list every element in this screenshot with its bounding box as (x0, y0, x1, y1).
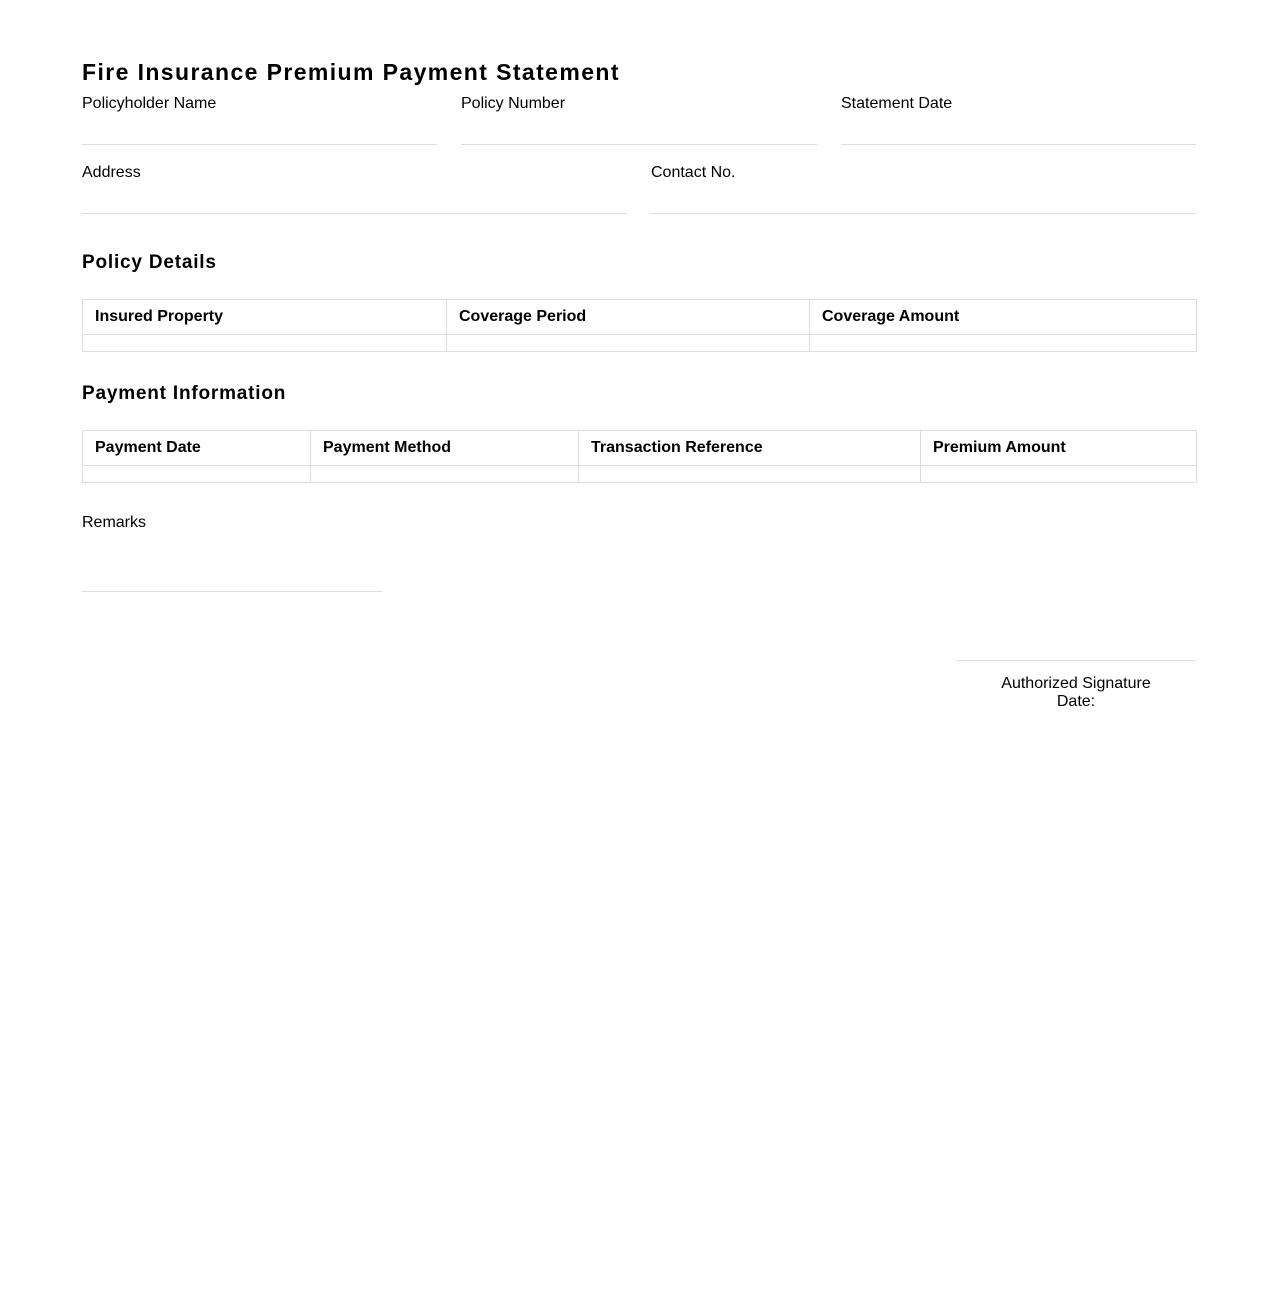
column-header-payment-date: Payment Date (83, 431, 311, 466)
table-row (83, 466, 1197, 483)
payment-information-table (82, 430, 1197, 483)
transaction-reference-cell[interactable] (579, 466, 921, 483)
statement-date-label: Statement Date (841, 95, 953, 112)
policy-number-line (461, 144, 817, 145)
policyholder-name-label: Policyholder Name (82, 95, 217, 112)
policy-details-table (82, 299, 1197, 352)
address-field[interactable] (82, 164, 627, 214)
policy-details-header-row (83, 300, 1197, 335)
premium-amount-cell[interactable] (921, 466, 1197, 483)
contact-no-field[interactable] (651, 164, 1196, 214)
policyholder-name-line (82, 144, 437, 145)
policy-number-label: Policy Number (461, 95, 566, 112)
column-header-transaction-reference: Transaction Reference (579, 431, 921, 466)
remarks-label: Remarks (82, 514, 147, 531)
contact-no-line (651, 213, 1196, 214)
policyholder-name-field[interactable] (82, 95, 437, 145)
statement-date-field[interactable] (841, 95, 1196, 145)
address-label: Address (82, 164, 141, 181)
column-header-coverage-period: Coverage Period (447, 300, 810, 335)
signature-block (956, 660, 1196, 711)
statement-date-line (841, 144, 1196, 145)
insured-property-cell[interactable] (83, 335, 447, 352)
table-row (83, 335, 1197, 352)
address-line (82, 213, 627, 214)
document-title: Fire Insurance Premium Payment Statement (82, 59, 620, 85)
coverage-amount-cell[interactable] (810, 335, 1197, 352)
column-header-payment-method: Payment Method (311, 431, 579, 466)
remarks-field[interactable] (82, 514, 382, 592)
contact-no-label: Contact No. (651, 164, 736, 181)
payment-date-cell[interactable] (83, 466, 311, 483)
payment-method-cell[interactable] (311, 466, 579, 483)
policy-number-field[interactable] (461, 95, 817, 145)
coverage-period-cell[interactable] (447, 335, 810, 352)
payment-information-header-row (83, 431, 1197, 466)
remarks-line (82, 591, 382, 592)
column-header-premium-amount: Premium Amount (921, 431, 1197, 466)
policy-details-heading: Policy Details (82, 252, 217, 273)
column-header-coverage-amount: Coverage Amount (810, 300, 1197, 335)
payment-information-heading: Payment Information (82, 383, 287, 404)
column-header-insured-property: Insured Property (83, 300, 447, 335)
authorized-signature-label: Authorized Signature (1001, 675, 1151, 692)
signature-date-label: Date: (1056, 693, 1096, 710)
